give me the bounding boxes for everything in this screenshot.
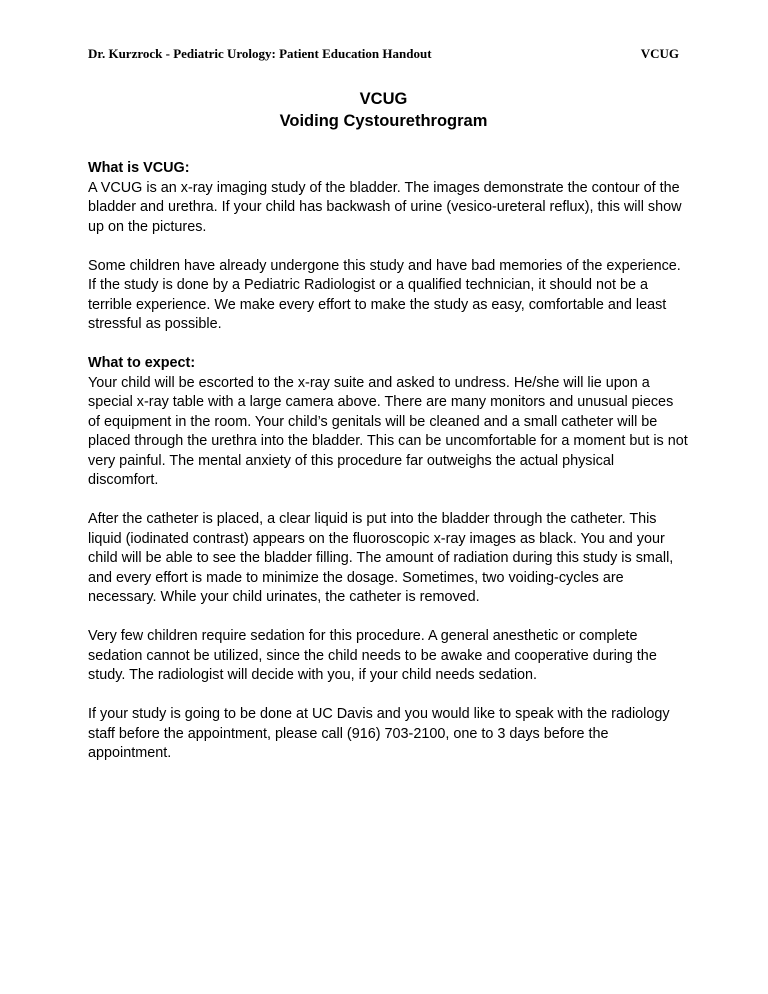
header-topic: VCUG — [640, 46, 679, 61]
paragraph: After the catheter is placed, a clear liquid is put into the bladder through the catheter. This liquid (iodinated contrast) appears on the fluoroscopic x-ray images as black. You and your child will be able to see the bladder filling. The amount of radiation during this study is small, and every effort is made to minimize the dosage. Sometimes, two voiding-cycles are necessary. While your child urinates, the catheter is removed. — [88, 511, 674, 605]
document-body — [88, 159, 688, 783]
running-header — [88, 44, 679, 64]
section-heading-what-to-expect: What to expect: — [88, 355, 196, 371]
paragraph: Your child will be escorted to the x-ray suite and asked to undress. He/she will lie upon a special x-ray table with a large camera above. There are many monitors and unusual pieces of equipment in the room. Your child’s genitals will be cleaned and a small catheter will be placed through the urethra into the bladder. This can be uncomfortable for a moment but is not very painful. The mental anxiety of this procedure far outweighs the actual physical discomfort. — [88, 374, 688, 488]
paragraph: A VCUG is an x-ray imaging study of the bladder. The images demonstrate the contour of the bladder and urethra. If your child has backwash of urine (vesico-ureteral reflux), this will show up on the pictures. — [88, 179, 682, 235]
header-author-title: Dr. Kurzrock - Pediatric Urology: Patient Education Handout — [88, 46, 432, 61]
document-title — [88, 88, 679, 132]
paragraph: If your study is going to be done at UC Davis and you would like to speak with the radiology staff before the appointment, please call (916) 703-2100, one to 3 days before the appointment. — [88, 706, 670, 761]
paragraph: Some children have already undergone this study and have bad memories of the experience. If the study is done by a Pediatric Radiologist or a qualified technician, it should not be a terrible experience. We make every effort to make the study as easy, comfortable and least stressful as possible. — [88, 257, 681, 332]
paragraph: Very few children require sedation for this procedure. A general anesthetic or complete sedation cannot be utilized, since the child needs to be awake and cooperative during the study. The radiologist will decide with you, if your child needs sedation. — [88, 628, 657, 683]
title-full-name: Voiding Cystourethrogram — [279, 112, 488, 130]
section-heading-what-is: What is VCUG: — [88, 160, 190, 176]
title-acronym: VCUG — [359, 90, 408, 108]
